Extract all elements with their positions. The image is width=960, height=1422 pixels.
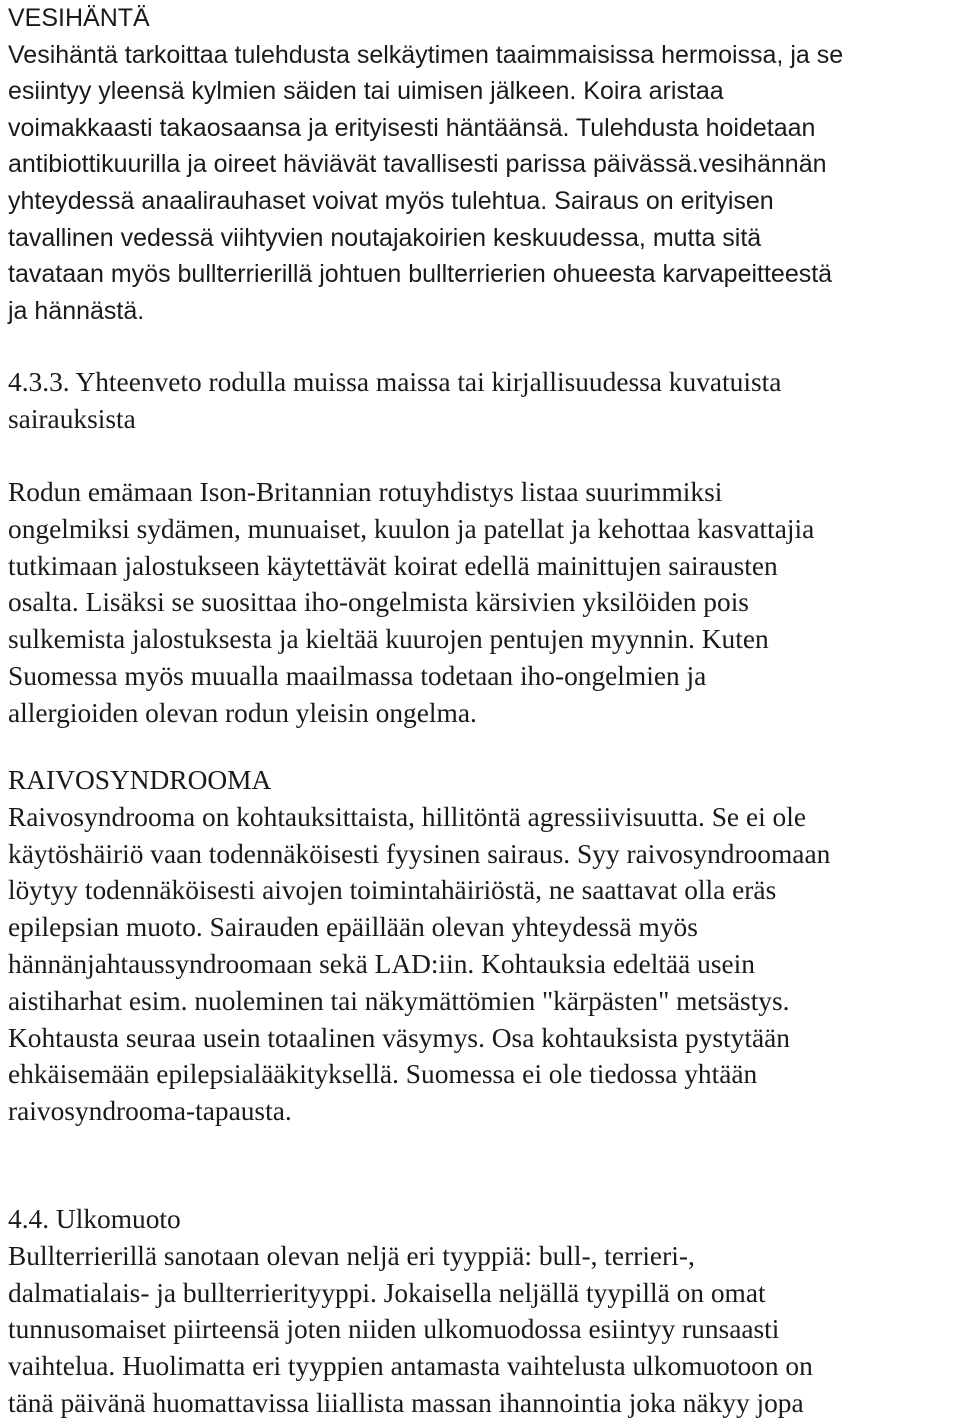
section-heading: sairauksista [8,403,136,434]
section-summary-body [8,474,814,732]
text-line: Suomessa myös muualla maailmassa todetaan iho-ongelmien ja [8,660,707,691]
section-heading: 4.3.3. Yhteenveto rodulla muissa maissa tai kirjallisuudessa kuvatuista [8,367,782,397]
text-line: sulkemista jalostuksesta ja kieltää kuurojen pentujen myynnin. Kuten [8,624,769,655]
text-line: Rodun emämaan Ison-Britannian rotuyhdistys listaa suurimmiksi [8,477,723,507]
text-line: löytyy todennäköisesti aivojen toimintahäiriöstä, ne saattavat olla eräs [8,875,777,906]
text-line: käytöshäiriö vaan todennäköisesti fyysinen sairaus. Syy raivosyndroomaan [8,838,831,869]
text-line: epilepsian muoto. Sairauden epäillään olevan yhteydessä myös [8,912,698,943]
text-line: antibiottikuurilla ja oireet häviävät tavallisesti parissa päivässä.vesihännän [8,150,827,179]
text-line: tänä päivänä huomattavissa liiallista massan ihannointia joka näkyy jopa [8,1387,804,1418]
section-heading: 4.4. Ulkomuoto [8,1204,181,1234]
section-raivosyndrooma [8,762,830,1130]
paragraph [8,37,843,330]
section-heading: RAIVOSYNDROOMA [8,765,272,795]
text-line: ongelmiksi sydämen, munuaiset, kuulon ja patellat ja kehottaa kasvattajia [8,513,815,544]
text-line: tavallinen vedessä viihtyvien noutajakoirien keskuudessa, mutta sitä [8,223,762,252]
text-line: voimakkaasti takaosaansa ja erityisesti häntäänsä. Tulehdusta hoidetaan [8,113,816,142]
text-line: ehkäisemään epilepsialääkityksellä. Suomessa ei ole tiedossa yhtään [8,1059,758,1090]
text-line: raivosyndrooma-tapausta. [8,1096,292,1127]
section-heading: VESIHÄNTÄ [8,4,150,32]
text-line: Bullterrierillä sanotaan olevan neljä eri tyyppiä: bull-, terrieri-, [8,1240,695,1271]
text-line: tavataan myös bullterrierillä johtuen bullterrierien ohueesta karvapeitteestä [8,260,833,289]
text-line: allergioiden olevan rodun yleisin ongelma. [8,697,477,728]
section-summary-heading [8,364,781,438]
text-line: yhteydessä anaalirauhaset voivat myös tulehtua. Sairaus on erityisen [8,186,774,215]
section-vesihanta [8,0,843,329]
text-line: aistiharhat esim. nuoleminen tai näkymättömien "kärpästen" metsästys. [8,985,790,1016]
section-ulkomuoto [8,1201,813,1422]
text-line: Raivosyndrooma on kohtauksittaista, hillitöntä agressiivisuutta. Se ei ole [8,801,807,832]
text-line: tutkimaan jalostukseen käytettävät koirat edellä mainittujen sairausten [8,550,778,581]
text-line: hännänjahtaussyndroomaan sekä LAD:iin. Kohtauksia edeltää usein [8,948,755,979]
text-line: esiintyy yleensä kylmien säiden tai uimisen jälkeen. Koira aristaa [8,77,724,106]
text-line: vaihtelua. Huolimatta eri tyyppien antamasta vaihtelusta ulkomuotoon on [8,1351,813,1382]
text-line: Kohtausta seuraa usein totaalinen väsymys. Osa kohtauksista pystytään [8,1022,790,1053]
text-line: osalta. Lisäksi se suosittaa iho-ongelmista kärsivien yksilöiden pois [8,587,749,618]
text-line: tunnusomaiset piirteensä joten niiden ulkomuodossa esiintyy runsaasti [8,1314,780,1345]
text-line: ja hännästä. [8,296,145,325]
text-line: Vesihäntä tarkoittaa tulehdusta selkäytimen taaimmaisissa hermoissa, ja se [8,40,844,69]
text-line: dalmatialais- ja bullterrierityyppi. Jokaisella neljällä tyypillä on omat [8,1277,766,1308]
